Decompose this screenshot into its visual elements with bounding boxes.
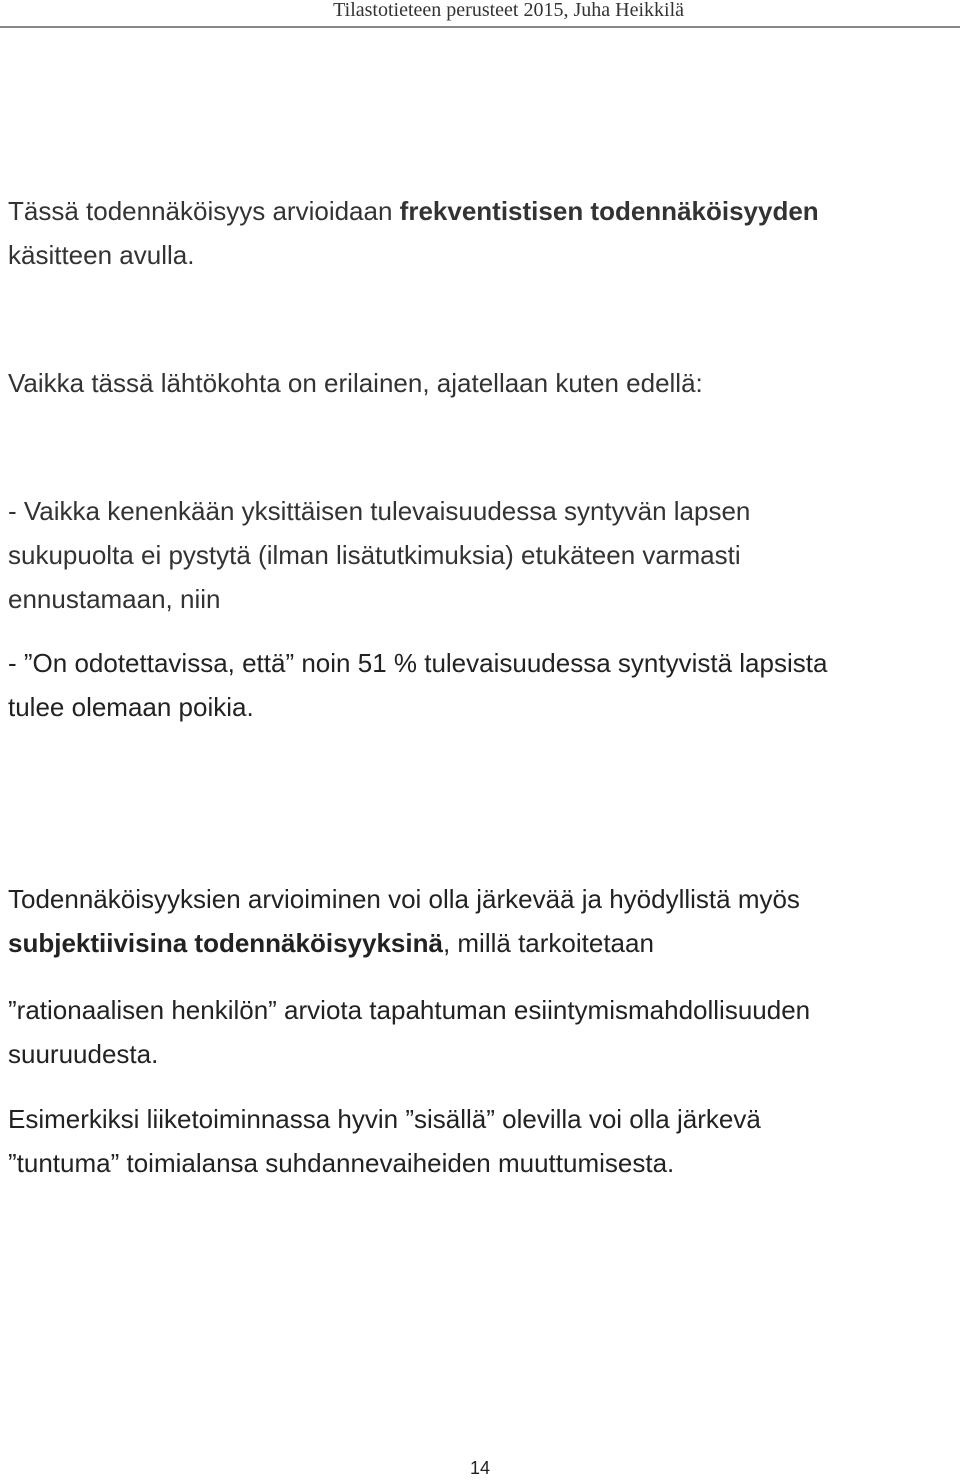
header-rule — [0, 26, 960, 28]
paragraph-line: ”tuntuma” toimialansa suhdannevaiheiden muuttumisesta. — [8, 1148, 675, 1178]
paragraph-line — [8, 189, 819, 233]
paragraph-line: Vaikka tässä lähtökohta on erilainen, ajatellaan kuten edellä: — [8, 368, 703, 398]
paragraph-line: Todennäköisyyksien arvioiminen voi olla järkevää ja hyödyllistä myös — [8, 884, 800, 914]
paragraph-rational-person — [8, 988, 810, 1076]
bold-term-subjective: subjektiivisina todennäköisyyksinä — [8, 928, 443, 958]
paragraph-subjective — [8, 877, 800, 965]
text-run: Tässä todennäköisyys arvioidaan — [8, 196, 400, 226]
paragraph-line: suuruudesta. — [8, 1039, 159, 1069]
paragraph-frequentist — [8, 189, 819, 277]
paragraph-child-sex — [8, 489, 750, 621]
paragraph-line: tulee olemaan poikia. — [8, 692, 254, 722]
paragraph-line: Esimerkiksi liiketoiminnassa hyvin ”sisällä” olevilla voi olla järkevä — [8, 1104, 761, 1134]
paragraph-starting-point — [8, 361, 703, 405]
paragraph-line: ”rationaalisen henkilön” arviota tapahtuman esiintymismahdollisuuden — [8, 995, 811, 1025]
paragraph-expectation — [8, 641, 827, 729]
text-run: , millä tarkoitetaan — [442, 928, 654, 958]
paragraph-line: ennustamaan, niin — [8, 584, 221, 614]
bold-term-frequentist: frekventistisen todennäköisyyden — [399, 196, 819, 226]
running-header: Tilastotieteen perusteet 2015, Juha Heikkilä — [333, 0, 684, 21]
paragraph-business-example — [8, 1097, 761, 1185]
paragraph-line: sukupuolta ei pystytä (ilman lisätutkimuksia) etukäteen varmasti — [8, 540, 741, 570]
paragraph-line: käsitteen avulla. — [8, 240, 195, 270]
paragraph-line: - Vaikka kenenkään yksittäisen tulevaisuudessa syntyvän lapsen — [8, 496, 751, 526]
paragraph-line — [8, 921, 800, 965]
paragraph-line: - ”On odotettavissa, että” noin 51 % tulevaisuudessa syntyvistä lapsista — [8, 648, 828, 678]
page-number: 14 — [469, 1458, 491, 1478]
